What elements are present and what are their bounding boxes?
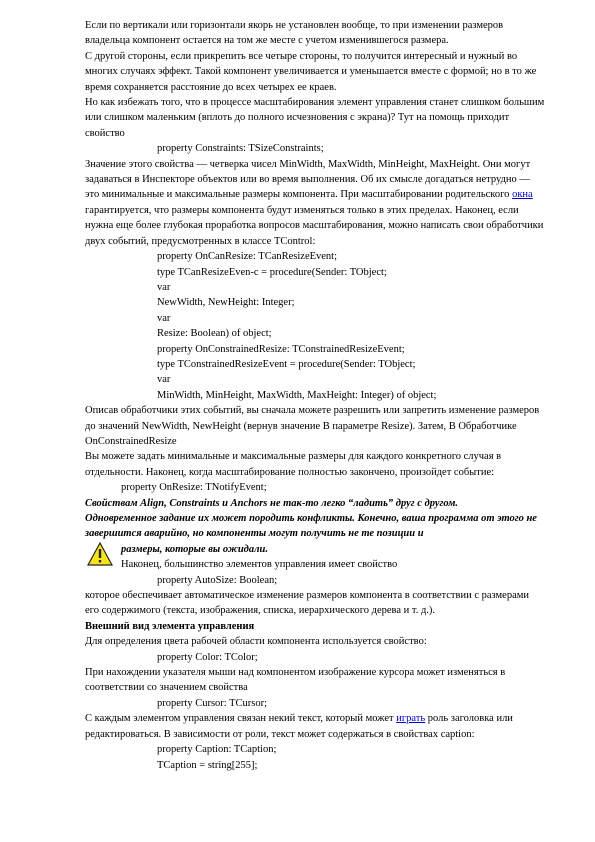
paragraph-color: Для определения цвета рабочей области компонента используется свойство:: [85, 636, 427, 648]
paragraph-text: роль заголовка или редактироваться. В зависимости от роли, текст может содержаться в свойствах caption:: [85, 713, 513, 740]
paragraph-text: Значение этого свойства — четверка чисел MinWidth, MaxWidth, MinHeight, MaxHeight. Они могут задаваться в Инспекторе объектов или во время выполнения. Об их смысле догадаться нетрудно — это минимальные и максимальные размеры компонента. При масштабировании родительского: [85, 158, 531, 201]
link-play[interactable]: играть: [396, 713, 426, 725]
paragraph-constraints-values: [85, 157, 545, 249]
code-line: var: [157, 374, 171, 386]
code-line: type TConstrainedResizeEvent = procedure(Sender: TObject;: [157, 358, 416, 370]
link-window[interactable]: окна: [512, 189, 533, 201]
code-line: MinWidth, MinHeight, MaxWidth, MaxHeight: Integer) of object;: [157, 389, 437, 401]
code-constraints: property Constraints: TSizeConstraints;: [157, 143, 324, 155]
code-line: type TCanResizeEven-c = procedure(Sender: TObject;: [157, 266, 387, 278]
paragraph-text: С каждым элементом управления связан некий текст, который может: [85, 713, 397, 725]
code-line: Resize: Boolean) of object;: [157, 328, 272, 340]
note-line: Свойствам Align, Constraints и Anchors не так-то легко “ладить” друг с другом.: [85, 497, 459, 509]
code-line: property OnConstrainedResize: TConstrainedResizeEvent;: [157, 343, 405, 355]
paragraph-min-max: Вы можете задать минимальные и максимальные размеры для каждого конкретного случая в отдельности. Наконец, когда масштабирование полностью закончено, произойдет событие:: [85, 451, 502, 478]
paragraph-scaling-question: Но как избежать того, что в процессе масштабирования элемент управления станет слишком большим или слишком маленьким (вплоть до полного исчезновения с экрана)? Тут на помощь приходит свойство: [85, 97, 545, 139]
code-color: property Color: TColor;: [157, 651, 258, 663]
paragraph-anchors: Если по вертикали или горизонтали якорь не установлен вообще, то при изменении размеров владельца компонент остается на том же месте с учетом изменившегося размера.: [85, 20, 504, 47]
warning-icon: [87, 542, 113, 566]
paragraph-autosize-intro: Наконец, большинство элементов управления имеет свойство: [121, 559, 398, 571]
section-heading: Внешний вид элемента управления: [85, 620, 255, 632]
paragraph-handlers: Описав обработчики этих событий, вы сначала можете разрешить или запретить изменение размеров до значений NewWidth, NewHeight (вернув значение В параметре Resize). Затем, В Обработчике OnConstrainedResize: [85, 405, 540, 447]
code-line: var: [157, 312, 171, 324]
code-line: NewWidth, NewHeight: Integer;: [157, 297, 295, 309]
code-onresize: property OnResize: TNotifyEvent;: [121, 482, 267, 494]
code-line: property OnCanResize: TCanResizeEvent;: [157, 251, 338, 263]
warning-note: [85, 496, 545, 558]
code-tcaption: TCaption = string[255];: [157, 759, 258, 771]
document-page: [85, 18, 545, 773]
note-line: размеры, которые вы ожидали.: [121, 543, 268, 555]
note-line: Одновременное задание их может породить конфликты. Конечно, ваша программа от этого не завершится аварийно, но компоненты могут получить не те позиции и: [85, 513, 537, 540]
paragraph-caption: [85, 711, 545, 742]
paragraph-four-sides: С другой стороны, если прикрепить все четыре стороны, то получится интересный и нужный во многих случаях эффект. Такой компонент увеличивается и уменьшается вместе с формой; но в то же время сохраняется расстояние до всех четырех ее краев.: [85, 50, 537, 93]
paragraph-cursor: При нахождении указателя мыши над компонентом изображение курсора может изменяться в соответствии со значением свойства: [85, 667, 506, 694]
code-line: var: [157, 281, 171, 293]
paragraph-text: гарантируется, что размеры компонента будут изменяться только в этих пределах. Наконец, если нужна еще более глубокая проработка вопросов масштабирования, можно написать свои обработчики двух событий, предусмотренных в классе TControl:: [85, 204, 544, 247]
code-autosize: property AutoSize: Boolean;: [157, 574, 278, 586]
code-cursor: property Cursor: TCursor;: [157, 697, 268, 709]
paragraph-autosize-desc: которое обеспечивает автоматическое изменение размеров компонента в соответствии с размерами его содержимого (текста, изображения, списка, иерархического дерева и т. д.).: [85, 590, 529, 617]
code-caption: property Caption: TCaption;: [157, 744, 277, 756]
